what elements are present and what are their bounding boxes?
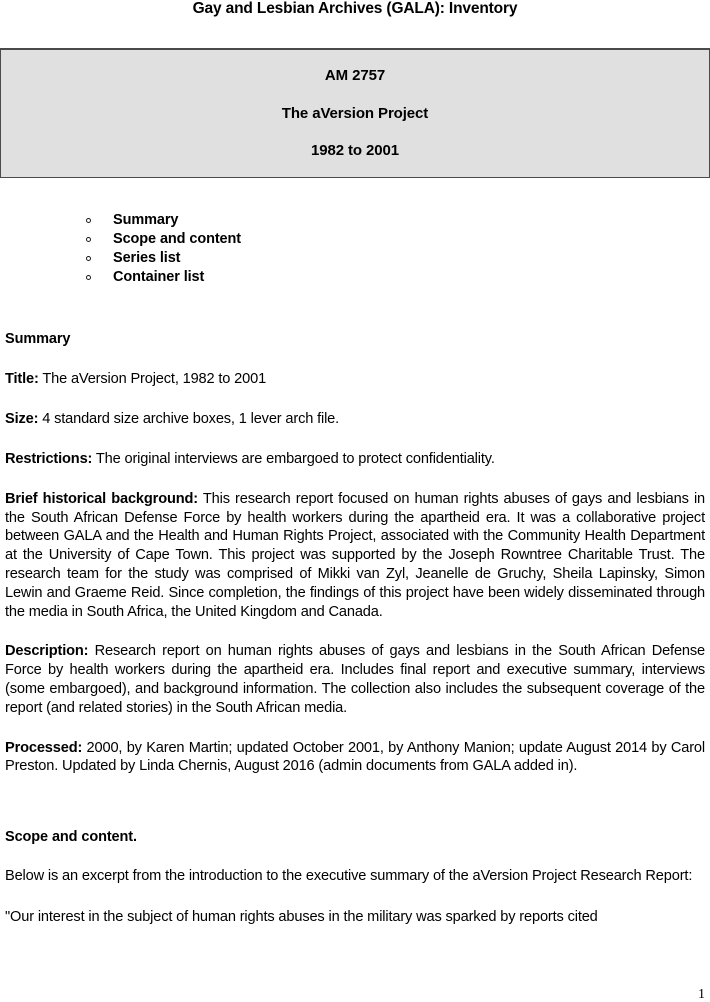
summary-field-restrictions [5,450,705,469]
field-value: The aVersion Project, 1982 to 2001 [38,371,267,388]
collection-date-range: 1982 to 2001 [310,142,400,160]
summary-field-title [5,370,705,389]
scope-intro-paragraph: Below is an excerpt from the introduction to the executive summary of the aVersion Project Research Report: [5,868,693,885]
nav-item-series-list[interactable] [85,249,705,268]
field-label: Brief historical background: [5,490,198,507]
nav-item-label: Scope and content [113,230,242,247]
circle-bullet-icon [86,230,95,249]
collection-title: The aVersion Project [281,104,429,122]
field-label: Restrictions: [5,450,93,467]
collection-reference-code: AM 2757 [324,67,386,85]
field-label: Title: [5,371,39,388]
scope-and-content-heading: Scope and content. [5,829,137,846]
scope-quote-paragraph: "Our interest in the subject of human rights abuses in the military was sparked by reports cited [5,908,598,925]
summary-field-processed [5,739,705,777]
field-value: Research report on human rights abuses of gays and lesbians in the South African Defense Force by health workers during the apartheid era. Includes final report and executive summary, interviews (some embargoed), and background information. The collection also includes the subsequent coverage of the report (and related stories) in the South African media. [5,643,705,716]
section-nav-list [85,211,705,288]
nav-item-container-list[interactable] [85,268,705,287]
nav-item-label: Series list [113,249,181,266]
nav-item-scope-and-content[interactable] [85,230,705,249]
circle-bullet-icon [86,268,95,287]
circle-bullet-icon [86,249,95,268]
summary-field-brief-historical-background [5,490,705,622]
field-value: The original interviews are embargoed to protect confidentiality. [92,450,495,467]
page-number: 1 [698,987,705,1002]
circle-bullet-icon [86,211,95,230]
nav-item-label: Summary [113,211,179,228]
summary-heading: Summary [5,331,71,348]
nav-item-summary[interactable] [85,211,705,230]
summary-field-size [5,410,705,429]
field-value: 4 standard size archive boxes, 1 lever arch file. [38,411,340,428]
field-value: 2000, by Karen Martin; updated October 2001, by Anthony Manion; update August 2014 by Carol Preston. Updated by Linda Chernis, August 2016 (admin documents from GALA added in). [5,739,705,775]
field-label: Description: [5,643,89,660]
field-label: Processed: [5,739,83,756]
field-label: Size: [5,411,39,428]
field-value: This research report focused on human rights abuses of gays and lesbians in the South African Defense Force by health workers during the apartheid era. It was a collaborative project between GALA and the Health and Human Rights Project, associated with the Community Health Department at the University of Cape Town. This project was supported by the Joseph Rowntree Charitable Trust. The research team for the study was comprised of Mikki van Zyl, Jeanelle de Gruchy, Sheila Lapinsky, Simon Lewin and Graeme Reid. Since completion, the findings of this project have been widely disseminated through the media in South Africa, the United Kingdom and Canada. [5,490,705,620]
nav-item-label: Container list [113,269,205,286]
collection-title-box [0,48,710,178]
summary-field-description [5,642,705,717]
running-head: Gay and Lesbian Archives (GALA): Inventory [192,0,518,17]
